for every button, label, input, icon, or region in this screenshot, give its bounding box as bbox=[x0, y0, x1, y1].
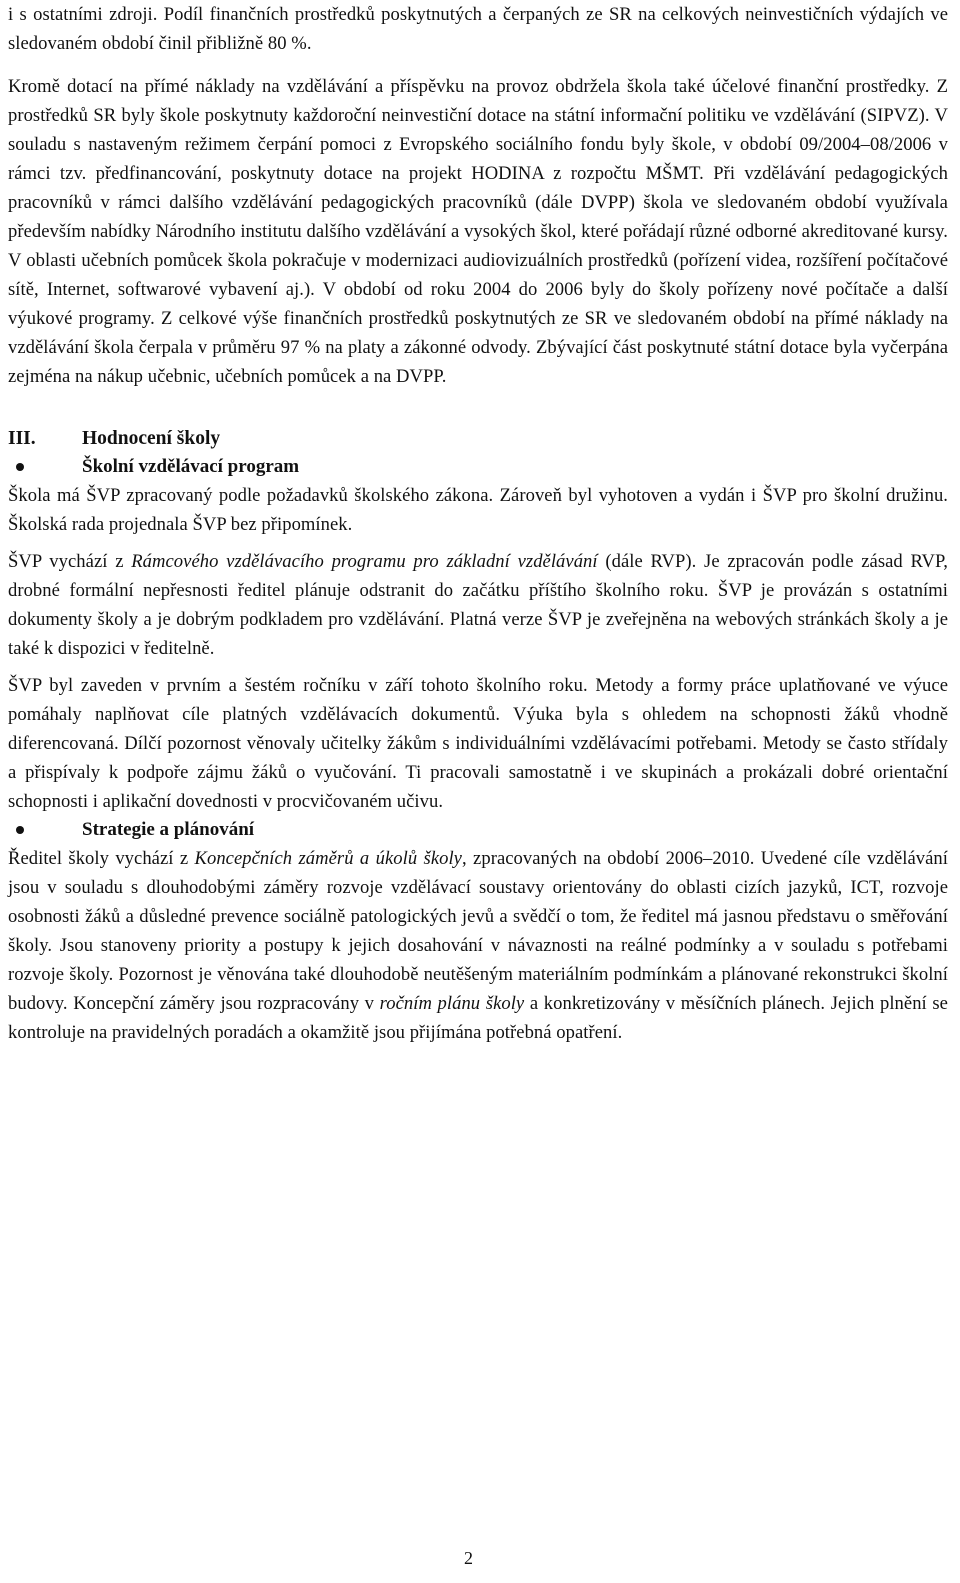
text-run: (dále RVP). Je zpracován podle zásad RVP, drobné formální nepřesnosti ředitel plánuje odstranit do začátku příštího školního roku. ŠVP je provázán s ostatními dokumenty školy a je dobrým podkladem pro vzdělávání. Platná verze ŠVP je zveřejněna na webových stránkách školy a je také k dispozici v ředitelně. bbox=[8, 551, 948, 659]
paragraph-targeted-funds: Kromě dotací na přímé náklady na vzdělávání a příspěvku na provoz obdržela škola také účelové finanční prostředky. Z prostředků SR byly škole poskytnuty každoroční neinvestiční dotace na státní informační politiku ve vzdělávání (SIPVZ). V souladu s nastaveným režimem čerpání pomoci z Evropského sociálního fondu byly škole, v období 09/2004–08/2006 v rámci tzv. předfinancování, poskytnuty dotace na projekt HODINA z rozpočtu MŠMT. Při vzdělávání pedagogických pracovníků v rámci dalšího vzdělávání pedagogických pracovníků (dále DVPP) škola ve sledovaném období využívala především nabídky Národního institutu dalšího vzdělávání a vysokých škol, které pořádají různé odborné akreditované kursy. V oblasti učebních pomůcek škola pokračuje v modernizaci audiovizuálních prostředků (pořízení videa, rozšíření počítačové sítě, Internet, softwarové vybavení aj.). V období od roku 2004 do 2006 byly do školy pořízeny nové počítače a další výukové programy. Z celkové výše finančních prostředků poskytnutých ze SR ve sledovaném období na přímé náklady na vzdělávání škola čerpala v průměru 97 % na platy a zákonné odvody. Zbývající část poskytnuté státní dotace byla vyčerpána zejména na nákup učebnic, učebních pomůcek a na DVPP. bbox=[8, 76, 948, 387]
text-run: , zpracovaných na období 2006–2010. Uvedené cíle vzdělávání jsou v souladu s dlouhodobými záměry rozvoje vzdělávací soustavy orientovány do oblasti cizích jazyků, ICT, rozvoje osobnosti žáků a důsledné prevence sociálně patologických jevů a svědčí o tom, že ředitel má jasnou představu o směřování školy. Jsou stanoveny priority a postupy k jejich dosahování v návaznosti na reálné podmínky a v souladu s potřebami rozvoje školy. Pozornost je věnována také dlouhodobě neutěšeným materiálním podmínkám a plánované rekonstrukci školní budovy. Koncepční záměry jsou rozpracovány v bbox=[8, 848, 948, 1014]
subheading-strategy bbox=[8, 816, 948, 844]
paragraph-financing-share: i s ostatními zdroji. Podíl finančních prostředků poskytnutých a čerpaných ze SR na celkových neinvestičních výdajích ve sledovaném období činil přibližně 80 %. bbox=[8, 4, 948, 54]
paragraph-svp-based-on bbox=[8, 547, 948, 663]
bullet-icon bbox=[16, 826, 24, 834]
italic-title-rvp: Rámcového vzdělávacího programu pro základní vzdělávání bbox=[131, 551, 598, 572]
section-title: Hodnocení školy bbox=[82, 428, 221, 449]
document-page bbox=[8, 0, 948, 1583]
italic-title-concept: Koncepčních záměrů a úkolů školy bbox=[194, 848, 462, 869]
text-run: a konkretizovány v měsíčních plánech. Jejich plnění se kontroluje na pravidelných poradách a okamžitě jsou přijímána potřebná opatření. bbox=[8, 993, 948, 1043]
paragraph-director-concept bbox=[8, 844, 948, 1047]
section-heading bbox=[8, 425, 948, 453]
page-number: 2 bbox=[464, 1548, 473, 1568]
subheading-school-program bbox=[8, 453, 948, 481]
subheading-strategy-label: Strategie a plánování bbox=[82, 819, 255, 840]
text-run: Ředitel školy vychází z bbox=[8, 848, 195, 869]
section-number: III. bbox=[8, 428, 36, 449]
text-run: ŠVP vychází z bbox=[8, 551, 132, 572]
subheading-school-program-label: Školní vzdělávací program bbox=[82, 456, 300, 477]
paragraph-svp-prepared: Škola má ŠVP zpracovaný podle požadavků školského zákona. Zároveň byl vyhotoven a vydán i ŠVP pro školní družinu. Školská rada projednala ŠVP bez připomínek. bbox=[8, 485, 948, 535]
bullet-icon bbox=[16, 463, 24, 471]
italic-title-annual-plan: ročním plánu školy bbox=[379, 993, 525, 1014]
paragraph-svp-introduced: ŠVP byl zaveden v prvním a šestém ročníku v září tohoto školního roku. Metody a formy práce uplatňované ve výuce pomáhaly naplňovat cíle platných vzdělávacích dokumentů. Výuka byla s ohledem na schopnosti žáků vhodně diferencovaná. Dílčí pozornost věnovaly učitelky žákům s individuálními vzdělávacími potřebami. Metody se často střídaly a přispívaly k podpoře zájmu žáků o vyučování. Ti pracovali samostatně i ve skupinách a prokázali dobré orientační schopnosti i aplikační dovednosti v procvičovaném učivu. bbox=[8, 675, 948, 812]
